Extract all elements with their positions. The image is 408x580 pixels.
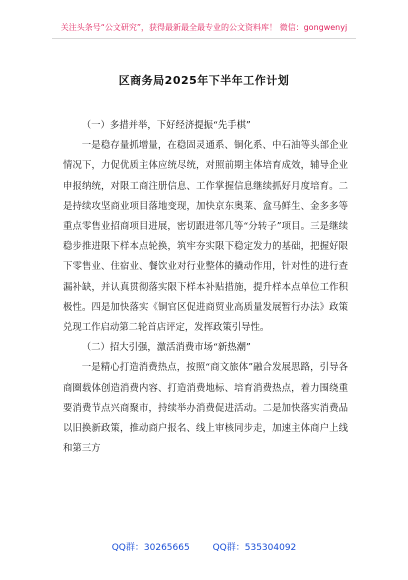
header-divider [52, 38, 356, 39]
document-body [63, 116, 348, 459]
header-banner: 关注头条号“公文研究”，获得最新最全最专业的公文资料库！ 微信：gongwenyj [60, 23, 348, 32]
footer-contact [0, 540, 408, 553]
section-heading: （二）招大引强，激活消费市场“新热潮” [81, 342, 251, 354]
section-heading: （一）多措并举，下好经济提振“先手棋” [81, 120, 251, 131]
footer-qq-group-1: QQ群：30265665 [111, 543, 190, 553]
section-paragraph: 一是精心打造消费热点，按照“商文旅体”融合发展思路，引导各商圈载体创造消费内容、打造消费地标、培育消费热点，着力围绕重要消费节点兴商聚市，持续举办消费促进活动。二是加快落实消费品以旧换新政策，推动商户报名、线上审核同步走，加速主体商户上线和第三方 [63, 362, 348, 455]
section-paragraph: 一是稳存量抓增量，在稳固灵通系、铜化系、中石油等头部企业情况下，力促优质主体应统尽统，对照前期主体培育成效，辅导企业申报纳统，对限工商注册信息、工作掌握信息继续抓好月度培育。二是持续攻坚商业项目落地变现，加快京东奥莱、盒马鲜生、金多多等重点零售业招商项目进展，密切跟进邻几等“分转子”项目。三是继续稳步推进限下样本点轮换，筑牢夯实限下稳定发力的基础，把握好限下零售业、住宿业、餐饮业对行业整体的撬动作用，针对性的进行查漏补缺，并认真贯彻落实限下样本补贴措施，提升样本点单位工作积极性。四是加快落实《铜官区促进商贸业高质量发展暂行办法》政策兑现工作启动第二轮首店评定，发挥政策引导性。 [63, 140, 348, 334]
document-title: 区商务局2025年下半年工作计划 [118, 74, 290, 87]
footer-qq-group-2: QQ群：535304092 [212, 543, 297, 553]
